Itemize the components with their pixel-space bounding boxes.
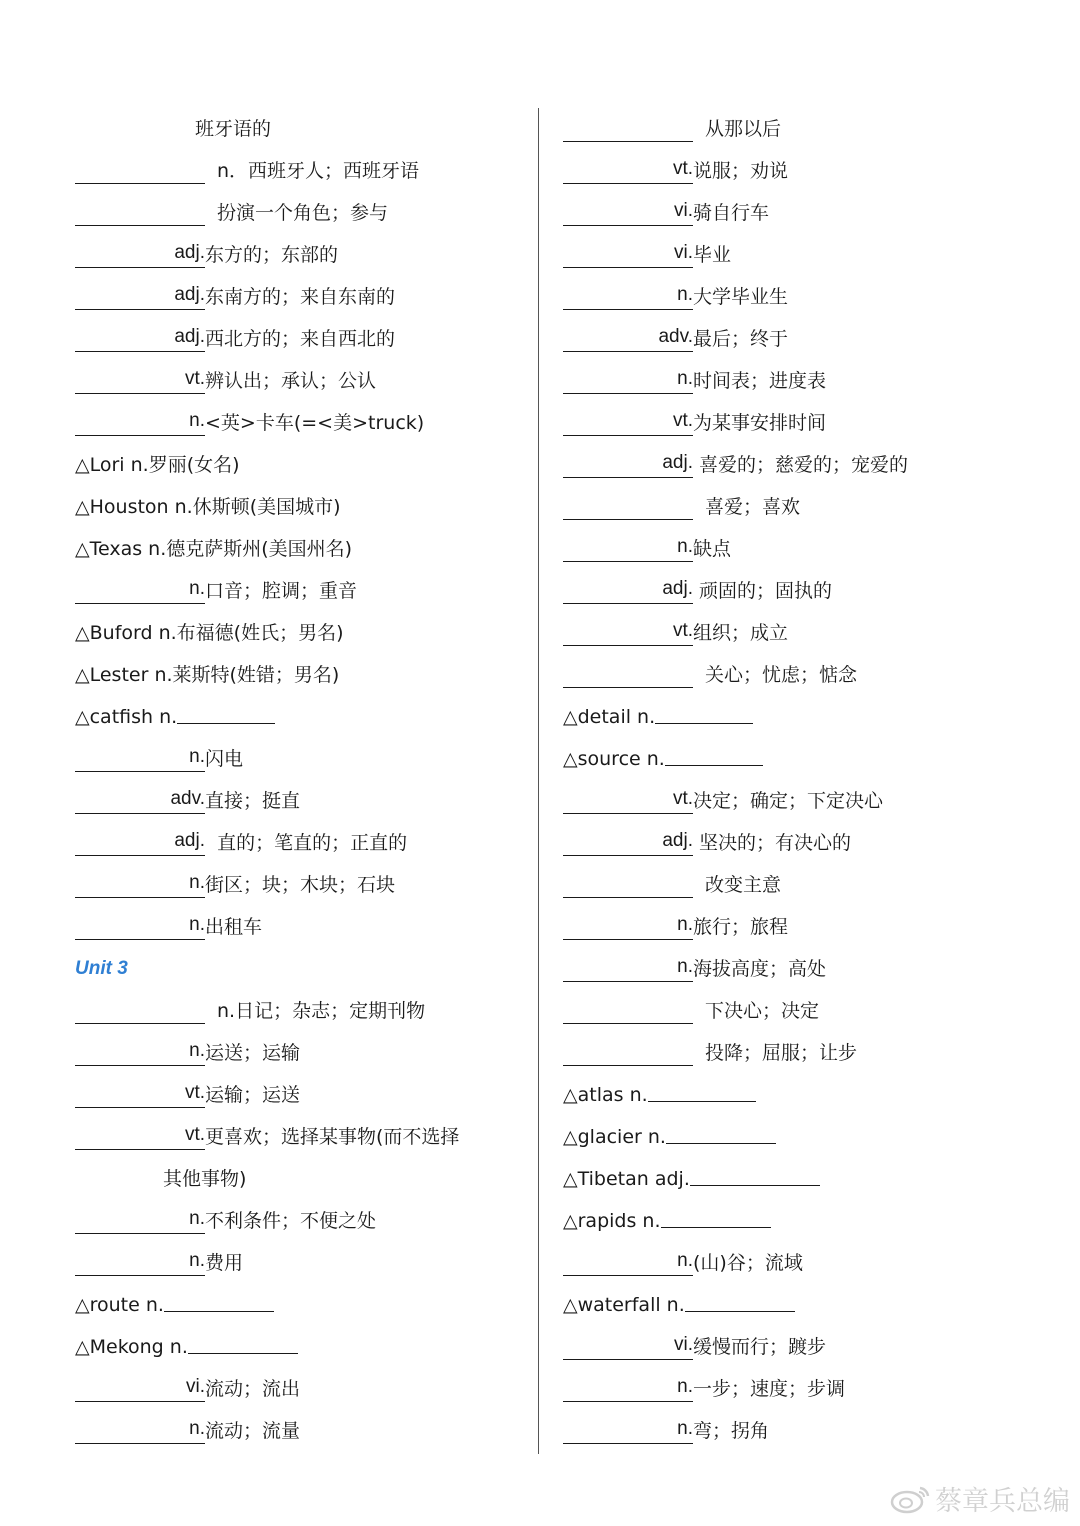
- note-text: △Lester n.莱斯特(姓错；男名): [75, 664, 340, 686]
- answer-blank[interactable]: [75, 153, 205, 184]
- note-text: △Houston n.休斯顿(美国城市): [75, 496, 341, 518]
- answer-blank[interactable]: [75, 1203, 205, 1234]
- vocab-entry: [563, 444, 1003, 486]
- vocab-entry: [75, 906, 530, 948]
- part-of-speech: vt.: [184, 1123, 205, 1145]
- part-of-speech: n.: [189, 577, 205, 599]
- part-of-speech: vi.: [674, 241, 693, 263]
- note-entry: [75, 1284, 530, 1326]
- note-text: △detail n.: [563, 706, 656, 728]
- definition-text: 决定；确定；下定决心: [693, 790, 884, 812]
- part-of-speech: n.: [189, 913, 205, 935]
- part-of-speech: n.: [677, 955, 693, 977]
- answer-blank[interactable]: [563, 783, 693, 814]
- answer-blank[interactable]: [75, 573, 205, 604]
- answer-blank[interactable]: [75, 783, 205, 814]
- part-of-speech: n.: [677, 1375, 693, 1397]
- answer-blank[interactable]: [563, 489, 693, 520]
- part-of-speech: adv.: [658, 325, 693, 347]
- vocab-entry: [563, 780, 1003, 822]
- vocab-entry: [75, 822, 530, 864]
- definition-text: 缺点: [693, 538, 732, 560]
- note-text: △Tibetan adj.: [563, 1168, 690, 1190]
- part-of-speech: n.: [677, 913, 693, 935]
- note-entry: [563, 1200, 1003, 1242]
- vocab-entry: [563, 948, 1003, 990]
- answer-blank[interactable]: [563, 951, 693, 982]
- vocab-entry: [563, 486, 1003, 528]
- vocab-entry: [75, 1368, 530, 1410]
- vocab-entry: [563, 528, 1003, 570]
- part-of-speech: vi.: [674, 1333, 693, 1355]
- definition-text: 运输；运送: [205, 1084, 301, 1106]
- answer-blank[interactable]: [563, 447, 693, 478]
- answer-blank[interactable]: [665, 741, 763, 766]
- answer-blank[interactable]: [75, 909, 205, 940]
- vocab-entry: [75, 1200, 530, 1242]
- vocab-entry: [563, 276, 1003, 318]
- watermark: [889, 1479, 1070, 1518]
- answer-blank[interactable]: [75, 1035, 205, 1066]
- answer-blank[interactable]: [648, 1077, 756, 1102]
- unit-heading: [75, 948, 530, 990]
- answer-blank[interactable]: [563, 573, 693, 604]
- part-of-speech: n.: [189, 1039, 205, 1061]
- note-entry: [563, 738, 1003, 780]
- note-entry: [75, 444, 530, 486]
- definition-text: 出租车: [205, 916, 263, 938]
- vocab-entry: [75, 738, 530, 780]
- part-of-speech: n.: [677, 535, 693, 557]
- definition-text: 辨认出；承认；公认: [205, 370, 377, 392]
- vocab-entry: [563, 1368, 1003, 1410]
- note-entry: [75, 654, 530, 696]
- part-of-speech: n.: [189, 1417, 205, 1439]
- part-of-speech: adv.: [170, 787, 205, 809]
- part-of-speech: adj.: [174, 241, 205, 263]
- note-text: △Mekong n.: [75, 1336, 188, 1358]
- definition-text: 闪电: [205, 748, 244, 770]
- part-of-speech: vt.: [672, 787, 693, 809]
- vocab-entry: [75, 192, 530, 234]
- definition-text: 时间表；进度表: [693, 370, 827, 392]
- note-text: △rapids n.: [563, 1210, 661, 1232]
- answer-blank[interactable]: [75, 1371, 205, 1402]
- answer-blank[interactable]: [563, 1035, 693, 1066]
- definition-text: <英>卡车(=<美>truck): [205, 412, 425, 434]
- note-text: △Buford n.布福德(姓氏；男名): [75, 622, 344, 644]
- vocab-entry: [563, 234, 1003, 276]
- note-entry: [563, 1074, 1003, 1116]
- part-of-speech: n.: [189, 409, 205, 431]
- definition-text: 不利条件；不便之处: [205, 1210, 377, 1232]
- definition-text: 海拔高度；高处: [693, 958, 827, 980]
- definition-text: 大学毕业生: [693, 286, 789, 308]
- vocab-entry: [75, 1032, 530, 1074]
- vocab-entry: [75, 780, 530, 822]
- definition-text: 从那以后: [705, 118, 782, 140]
- vocab-entry: [563, 318, 1003, 360]
- answer-blank[interactable]: [563, 321, 693, 352]
- vocab-entry: [563, 612, 1003, 654]
- note-text: △atlas n.: [563, 1084, 648, 1106]
- part-of-speech: n.: [189, 745, 205, 767]
- part-of-speech: n.: [189, 871, 205, 893]
- note-entry: [75, 1326, 530, 1368]
- definition-text: 一步；速度；步调: [693, 1378, 846, 1400]
- part-of-speech: n.: [677, 1249, 693, 1271]
- answer-blank[interactable]: [75, 237, 205, 268]
- note-text: △waterfall n.: [563, 1294, 685, 1316]
- definition-text: 东方的；东部的: [205, 244, 339, 266]
- part-of-speech: adj.: [174, 325, 205, 347]
- definition-text: 流动；流量: [205, 1420, 301, 1442]
- part-of-speech: n.: [189, 1249, 205, 1271]
- definition-text: 流动；流出: [205, 1378, 301, 1400]
- vocab-entry: [75, 318, 530, 360]
- answer-blank[interactable]: [563, 195, 693, 226]
- definition-text: 改变主意: [705, 874, 782, 896]
- answer-blank[interactable]: [75, 321, 205, 352]
- answer-blank[interactable]: [563, 363, 693, 394]
- definition-text: 其他事物): [163, 1168, 247, 1190]
- answer-blank[interactable]: [655, 699, 753, 724]
- unit-title: Unit 3: [75, 958, 128, 979]
- note-text: △catfish n.: [75, 706, 178, 728]
- note-entry: [563, 1284, 1003, 1326]
- vocab-entry: [75, 150, 530, 192]
- definition-text: 骑自行车: [693, 202, 770, 224]
- definition-text: 口音；腔调；重音: [205, 580, 358, 602]
- note-entry: [75, 486, 530, 528]
- definition-text: 说服；劝说: [693, 160, 789, 182]
- answer-blank[interactable]: [75, 279, 205, 310]
- vocab-entry: [75, 570, 530, 612]
- vocab-entry: [75, 1242, 530, 1284]
- note-text: △route n.: [75, 1294, 164, 1316]
- watermark-text: 蔡章兵总编: [935, 1486, 1070, 1517]
- vocab-entry: [563, 1326, 1003, 1368]
- definition-text: 运送；运输: [205, 1042, 301, 1064]
- vocab-entry: [75, 276, 530, 318]
- answer-blank[interactable]: [75, 1119, 205, 1150]
- answer-blank[interactable]: [661, 1203, 771, 1228]
- answer-blank[interactable]: [563, 657, 693, 688]
- definition-text: 投降；屈服；让步: [705, 1042, 858, 1064]
- note-entry: [563, 1116, 1003, 1158]
- definition-text: 街区；块；木块；石块: [205, 874, 396, 896]
- note-text: △glacier n.: [563, 1126, 666, 1148]
- definition-text: 喜爱；喜欢: [705, 496, 801, 518]
- definition-text: 下决心；决定: [705, 1000, 820, 1022]
- vocab-entry: [563, 360, 1003, 402]
- answer-blank[interactable]: [690, 1161, 820, 1186]
- definition-text: 毕业: [693, 244, 732, 266]
- definition-text: 直接；挺直: [205, 790, 301, 812]
- definition-text: 西北方的；来自西北的: [205, 328, 396, 350]
- definition-text: 费用: [205, 1252, 244, 1274]
- weibo-icon: [889, 1484, 931, 1514]
- answer-blank[interactable]: [563, 237, 693, 268]
- answer-blank[interactable]: [563, 1329, 693, 1360]
- answer-blank[interactable]: [563, 825, 693, 856]
- answer-blank[interactable]: [75, 741, 205, 772]
- answer-blank[interactable]: [75, 405, 205, 436]
- column-divider: [538, 108, 539, 1454]
- vocab-entry: [563, 654, 1003, 696]
- part-of-speech: n.: [677, 283, 693, 305]
- part-of-speech: n.: [189, 1207, 205, 1229]
- vocab-entry: [75, 990, 530, 1032]
- vocab-entry: [75, 234, 530, 276]
- answer-blank[interactable]: [563, 1245, 693, 1276]
- answer-blank[interactable]: [177, 699, 275, 724]
- vocab-entry: [563, 402, 1003, 444]
- answer-blank[interactable]: [75, 1413, 205, 1444]
- vocab-entry: [75, 1074, 530, 1116]
- note-entry: [75, 528, 530, 570]
- part-of-speech: n.: [677, 1417, 693, 1439]
- answer-blank[interactable]: [563, 993, 693, 1024]
- definition-text: 东南方的；来自东南的: [205, 286, 396, 308]
- answer-blank[interactable]: [563, 1371, 693, 1402]
- vocab-entry: [563, 864, 1003, 906]
- vocab-entry: [563, 990, 1003, 1032]
- answer-blank[interactable]: [75, 993, 205, 1024]
- vocab-entry: [563, 1032, 1003, 1074]
- answer-blank[interactable]: [188, 1329, 298, 1354]
- vocab-entry: [563, 150, 1003, 192]
- definition-text: 更喜欢；选择某事物(而不选择: [205, 1126, 460, 1148]
- vocab-entry: [75, 1116, 530, 1158]
- note-entry: [563, 696, 1003, 738]
- answer-blank[interactable]: [563, 405, 693, 436]
- part-of-speech: vi.: [186, 1375, 205, 1397]
- part-of-speech: vi.: [674, 199, 693, 221]
- definition-text: 最后；终于: [693, 328, 789, 350]
- vocab-entry: [75, 1410, 530, 1452]
- answer-blank[interactable]: [563, 111, 693, 142]
- definition-text: 顽固的；固执的: [693, 580, 833, 602]
- answer-blank[interactable]: [75, 1077, 205, 1108]
- answer-blank[interactable]: [563, 867, 693, 898]
- definition-text: 喜爱的；慈爱的；宠爱的: [693, 454, 909, 476]
- vocab-entry: [563, 1242, 1003, 1284]
- answer-blank[interactable]: [563, 615, 693, 646]
- vocab-entry: [563, 906, 1003, 948]
- answer-blank[interactable]: [75, 825, 205, 856]
- part-of-speech: adj.: [174, 283, 205, 305]
- part-of-speech: n.: [677, 367, 693, 389]
- continuation-text: [75, 108, 530, 150]
- vocab-entry: [563, 108, 1003, 150]
- right-column: [563, 108, 1003, 1452]
- definition-text: 旅行；旅程: [693, 916, 789, 938]
- answer-blank[interactable]: [666, 1119, 776, 1144]
- answer-blank[interactable]: [563, 531, 693, 562]
- definition-text: 扮演一个角色；参与: [217, 202, 389, 224]
- definition-text: 弯；拐角: [693, 1420, 770, 1442]
- answer-blank[interactable]: [563, 279, 693, 310]
- continuation-text: [75, 1158, 530, 1200]
- part-of-speech: adj.: [662, 829, 693, 851]
- answer-blank[interactable]: [563, 1413, 693, 1444]
- note-text: △source n.: [563, 748, 665, 770]
- definition-text: 坚决的；有决心的: [693, 832, 852, 854]
- note-entry: [75, 696, 530, 738]
- definition-text: 缓慢而行；踱步: [693, 1336, 827, 1358]
- left-column: [75, 108, 530, 1452]
- part-of-speech: vt.: [184, 1081, 205, 1103]
- note-entry: [563, 1158, 1003, 1200]
- definition-text: 直的；笔直的；正直的: [205, 832, 408, 854]
- definition-text: 班牙语的: [195, 118, 272, 140]
- definition-text: n.日记；杂志；定期刊物: [217, 1000, 426, 1022]
- answer-blank[interactable]: [563, 153, 693, 184]
- vocab-entry: [563, 192, 1003, 234]
- note-entry: [75, 612, 530, 654]
- vocab-entry: [75, 360, 530, 402]
- answer-blank[interactable]: [75, 1245, 205, 1276]
- definition-text: 组织；成立: [693, 622, 789, 644]
- part-of-speech: vt.: [672, 409, 693, 431]
- note-text: △Texas n.德克萨斯州(美国州名): [75, 538, 353, 560]
- vocab-entry: [75, 402, 530, 444]
- definition-text: n．西班牙人；西班牙语: [217, 160, 420, 182]
- definition-text: (山)谷；流域: [693, 1252, 803, 1274]
- part-of-speech: vt.: [672, 157, 693, 179]
- part-of-speech: adj.: [662, 577, 693, 599]
- part-of-speech: vt.: [672, 619, 693, 641]
- answer-blank[interactable]: [685, 1287, 795, 1312]
- vocab-entry: [563, 1410, 1003, 1452]
- answer-blank[interactable]: [164, 1287, 274, 1312]
- vocab-entry: [563, 822, 1003, 864]
- answer-blank[interactable]: [75, 363, 205, 394]
- part-of-speech: adj.: [662, 451, 693, 473]
- answer-blank[interactable]: [563, 909, 693, 940]
- definition-text: 为某事安排时间: [693, 412, 827, 434]
- part-of-speech: vt.: [184, 367, 205, 389]
- answer-blank[interactable]: [75, 867, 205, 898]
- answer-blank[interactable]: [75, 195, 205, 226]
- vocab-entry: [563, 570, 1003, 612]
- part-of-speech: adj.: [174, 829, 205, 851]
- vocab-entry: [75, 864, 530, 906]
- note-text: △Lori n.罗丽(女名): [75, 454, 240, 476]
- definition-text: 关心；忧虑；惦念: [705, 664, 858, 686]
